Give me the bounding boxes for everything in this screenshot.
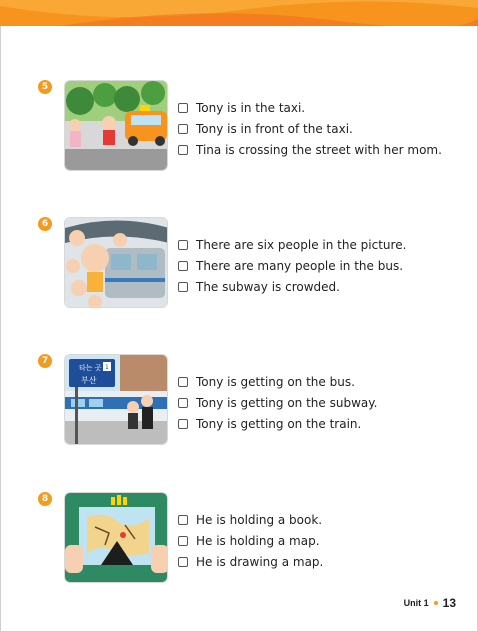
svg-text:타는 곳: 타는 곳 [79, 364, 102, 372]
option-7b[interactable] [178, 392, 377, 413]
crowded-subway-image [64, 217, 168, 308]
svg-text:1: 1 [105, 364, 109, 371]
holding-map-image [64, 492, 168, 583]
checkbox[interactable] [178, 515, 188, 525]
option-8a[interactable] [178, 509, 323, 530]
header-band [0, 0, 478, 26]
svg-text:부산: 부산 [81, 376, 97, 385]
question-number-8: 8 [38, 492, 52, 506]
question-number-6: 6 [38, 217, 52, 231]
option-6a[interactable] [178, 234, 406, 255]
option-5a[interactable] [178, 97, 442, 118]
checkbox[interactable] [178, 419, 188, 429]
option-text: He is holding a map. [196, 533, 320, 548]
question-8 [38, 492, 458, 588]
page-number: 13 [442, 596, 456, 610]
option-5c[interactable] [178, 139, 442, 160]
option-text: Tony is in front of the taxi. [196, 121, 353, 136]
checkbox[interactable] [178, 124, 188, 134]
question-6 [38, 217, 458, 313]
option-text: Tony is in the taxi. [196, 100, 306, 115]
option-text: Tony is getting on the subway. [196, 395, 378, 410]
option-text: Tony is getting on the bus. [196, 374, 355, 389]
checkbox[interactable] [178, 282, 188, 292]
train-station-image [64, 354, 168, 445]
option-text: Tina is crossing the street with her mom. [196, 142, 442, 157]
option-8b[interactable] [178, 530, 323, 551]
option-text: The subway is crowded. [196, 279, 340, 294]
option-5b[interactable] [178, 118, 442, 139]
checkbox[interactable] [178, 377, 188, 387]
option-6b[interactable] [178, 255, 406, 276]
option-7c[interactable] [178, 413, 377, 434]
checkbox[interactable] [178, 398, 188, 408]
option-text: There are six people in the picture. [196, 237, 407, 252]
option-text: There are many people in the bus. [196, 258, 404, 273]
page-footer [404, 596, 456, 610]
footer-dot [434, 601, 438, 605]
checkbox[interactable] [178, 536, 188, 546]
option-text: He is holding a book. [196, 512, 323, 527]
option-6c[interactable] [178, 276, 406, 297]
unit-label: Unit 1 [403, 598, 429, 608]
question-7 [38, 354, 458, 450]
option-text: Tony is getting on the train. [196, 416, 362, 431]
tony-taxi-image [64, 80, 168, 171]
question-5 [38, 80, 458, 176]
question-number-5: 5 [38, 80, 52, 94]
checkbox[interactable] [178, 103, 188, 113]
checkbox[interactable] [178, 145, 188, 155]
checkbox[interactable] [178, 557, 188, 567]
checkbox[interactable] [178, 240, 188, 250]
checkbox[interactable] [178, 261, 188, 271]
option-8c[interactable] [178, 551, 323, 572]
option-7a[interactable] [178, 371, 377, 392]
option-text: He is drawing a map. [196, 554, 324, 569]
question-number-7: 7 [38, 354, 52, 368]
